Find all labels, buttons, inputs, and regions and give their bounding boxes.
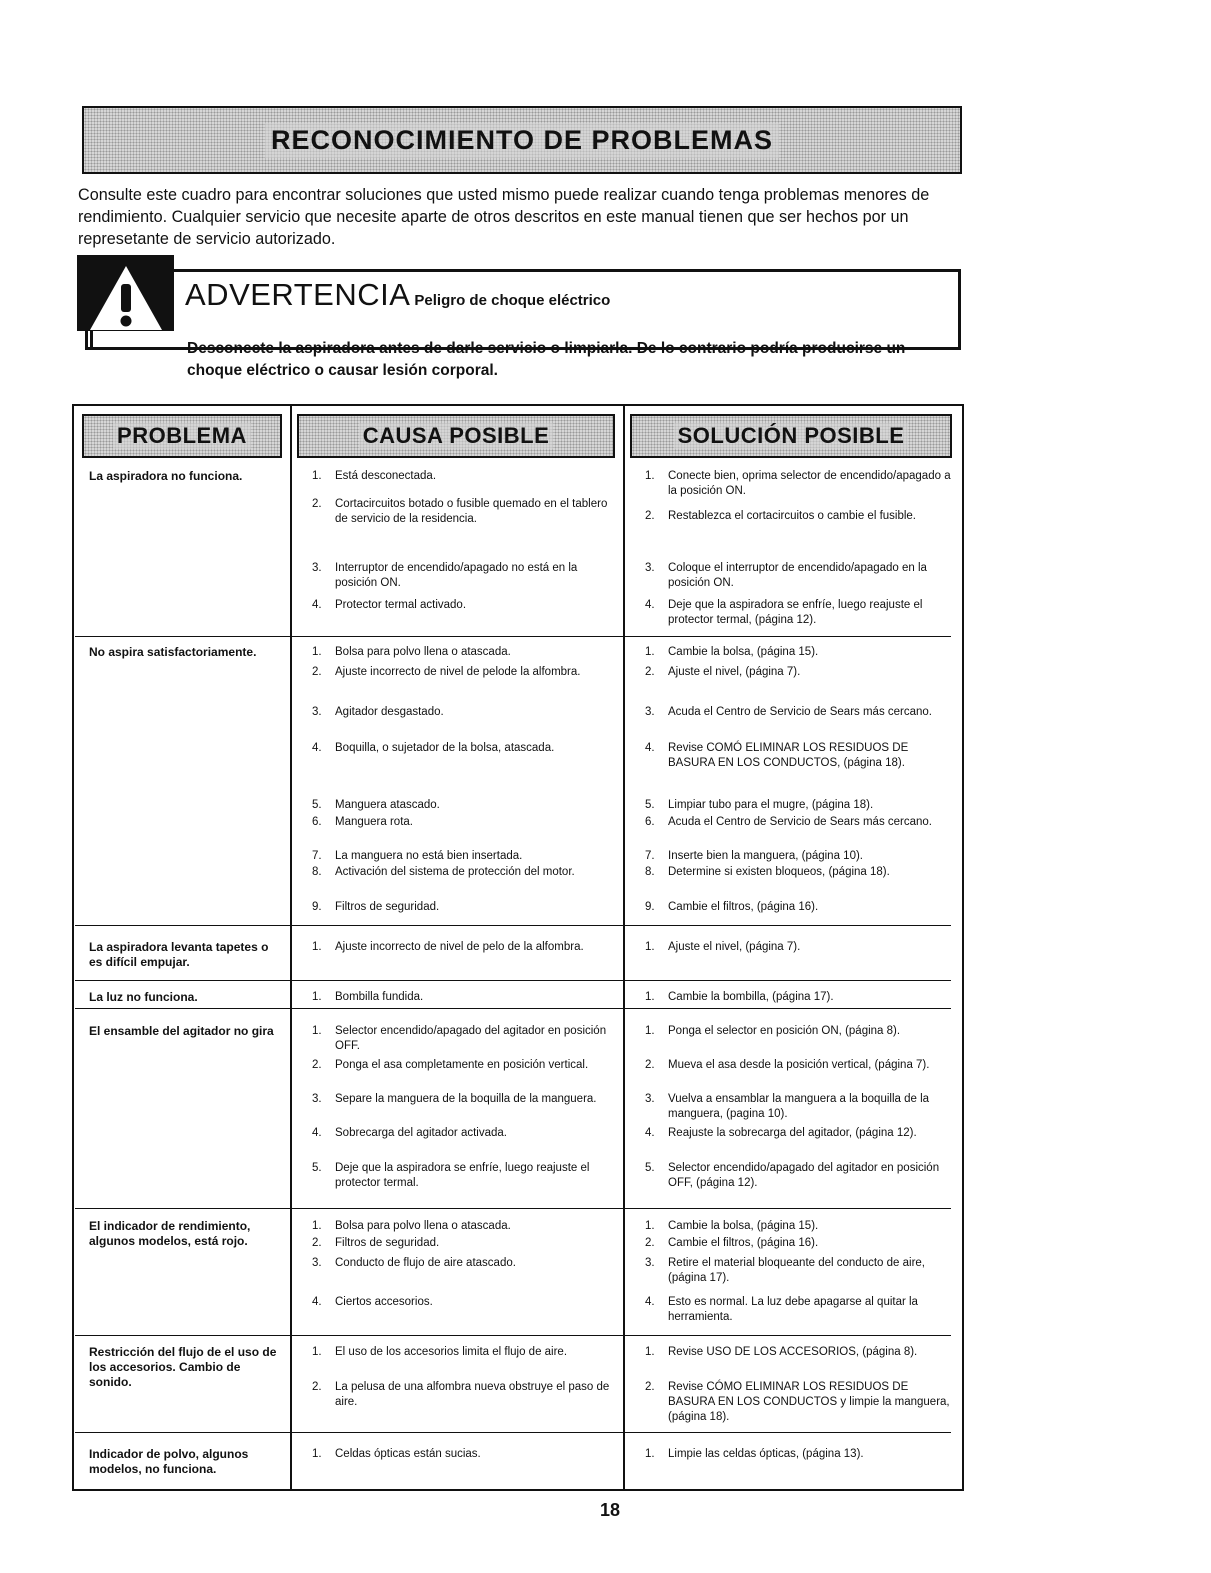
item-number: 8. — [312, 866, 322, 878]
item-text: Vuelva a ensamblar la manguera a la boquilla de la manguera, (pagina 10). — [668, 1093, 930, 1120]
item-text: La manguera no está bien insertada. — [335, 850, 523, 862]
item-number: 8. — [645, 866, 655, 878]
item-text: Esto es normal. La luz debe apagarse al quitar la herramienta. — [668, 1296, 918, 1323]
item-number: 1. — [645, 1025, 655, 1037]
row-separator — [75, 636, 951, 637]
item-number: 4. — [645, 1127, 655, 1139]
item-text: Retire el material bloqueante del conducto de aire, (página 17). — [668, 1257, 925, 1284]
item-text: Revise USO DE LOS ACCESORIOS, (página 8). — [668, 1346, 918, 1358]
item-text: Sobrecarga del agitador activada. — [335, 1127, 507, 1139]
item-text: Inserte bien la manguera, (página 10). — [668, 850, 863, 862]
item-number: 2. — [645, 510, 655, 522]
item-number: 9. — [312, 901, 322, 913]
item-number: 2. — [312, 1381, 322, 1393]
item-text: Interruptor de encendido/apagado no está en la posición ON. — [335, 562, 578, 589]
item-number: 2. — [645, 1237, 655, 1249]
header-problem — [82, 414, 282, 458]
item-number: 1. — [312, 646, 322, 658]
item-number: 3. — [312, 562, 322, 574]
item-text: Selector encendido/apagado del agitador en posición OFF, (página 12). — [668, 1162, 940, 1189]
item-text: Ajuste incorrecto de nivel de pelode la alfombra. — [335, 666, 581, 678]
page-number: 18 — [599, 1500, 621, 1520]
item-text: Reajuste la sobrecarga del agitador, (página 12). — [668, 1127, 917, 1139]
title-banner — [82, 106, 962, 174]
header-solution — [630, 414, 952, 458]
item-text: Deje que la aspiradora se enfríe, luego reajuste el protector termal, (página 12). — [668, 599, 923, 626]
item-text: Cortacircuitos botado o fusible quemado en el tablero de servicio de la residencia. — [335, 498, 608, 525]
warning-heading — [185, 277, 610, 313]
item-text: Selector encendido/apagado del agitador en posición OFF. — [335, 1025, 607, 1052]
item-text: Acuda el Centro de Servicio de Sears más cercano. — [668, 706, 932, 718]
intro-paragraph: Consulte este cuadro para encontrar soluciones que usted mismo puede realizar cuando tenga problemas menores de rendimiento. Cualquier servicio que necesite aparte de otros descritos en este manual tienen que ser hechos por un represetante de servicio autorizado. — [78, 186, 930, 248]
item-text: Cambie la bombilla, (página 17). — [668, 991, 834, 1003]
item-number: 2. — [312, 1237, 322, 1249]
item-text: Restablezca el cortacircuitos o cambie el fusible. — [668, 510, 917, 522]
item-text: Separe la manguera de la boquilla de la manguera. — [335, 1093, 597, 1105]
item-number: 4. — [312, 1127, 322, 1139]
page-title: RECONOCIMIENTO DE PROBLEMAS — [265, 123, 779, 158]
item-text: Cambie la bolsa, (página 15). — [668, 646, 819, 658]
item-number: 4. — [312, 599, 322, 611]
column-divider-2 — [623, 404, 625, 1490]
item-number: 1. — [645, 1220, 655, 1232]
column-divider-1 — [290, 404, 292, 1490]
item-text: Acuda el Centro de Servicio de Sears más cercano. — [668, 816, 932, 828]
header-cause-label: CAUSA POSIBLE — [359, 423, 554, 449]
item-number: 3. — [312, 1257, 322, 1269]
item-number: 2. — [645, 1059, 655, 1071]
item-number: 1. — [645, 941, 655, 953]
row-separator — [75, 925, 951, 926]
item-number: 1. — [312, 1220, 322, 1232]
item-number: 1. — [645, 991, 655, 1003]
item-text: Celdas ópticas están sucias. — [335, 1448, 481, 1460]
header-problem-label: PROBLEMA — [113, 423, 251, 449]
item-text: Deje que la aspiradora se enfríe, luego reajuste el protector termal. — [335, 1162, 590, 1189]
item-number: 1. — [312, 1346, 322, 1358]
item-text: Determine si existen bloqueos, (página 18). — [668, 866, 890, 878]
item-number: 4. — [645, 1296, 655, 1308]
item-text: Mueva el asa desde la posición vertical, (página 7). — [668, 1059, 930, 1071]
item-number: 1. — [312, 1025, 322, 1037]
problem-text: Indicador de polvo, algunos modelos, no funciona. — [89, 1447, 249, 1476]
item-number: 7. — [312, 850, 322, 862]
item-number: 2. — [312, 498, 322, 510]
header-solution-label: SOLUCIÓN POSIBLE — [674, 423, 909, 449]
item-number: 1. — [645, 646, 655, 658]
item-number: 3. — [645, 1257, 655, 1269]
item-number: 1. — [645, 470, 655, 482]
item-number: 1. — [645, 1448, 655, 1460]
item-text: Ajuste incorrecto de nivel de pelo de la alfombra. — [335, 941, 584, 953]
item-text: Boquilla, o sujetador de la bolsa, atascada. — [335, 742, 555, 754]
item-number: 3. — [312, 1093, 322, 1105]
item-text: Revise COMÓ ELIMINAR LOS RESIDUOS DE BASURA EN LOS CONDUCTOS, (página 18). — [668, 742, 909, 769]
item-text: Está desconectada. — [335, 470, 437, 482]
warning-triangle-icon — [86, 262, 166, 334]
item-text: Coloque el interruptor de encendido/apagado en la posición ON. — [668, 562, 927, 589]
problem-text: La aspiradora no funciona. — [89, 469, 243, 483]
item-text: Conducto de flujo de aire atascado. — [335, 1257, 516, 1269]
problem-text: No aspira satisfactoriamente. — [89, 645, 257, 659]
item-text: El uso de los accesorios limita el flujo de aire. — [335, 1346, 568, 1358]
warning-title: ADVERTENCIA — [185, 277, 411, 312]
header-cause — [297, 414, 615, 458]
problem-text: El ensamble del agitador no gira — [89, 1024, 274, 1038]
item-text: Ajuste el nivel, (página 7). — [668, 666, 801, 678]
item-number: 4. — [645, 599, 655, 611]
problem-text: La aspiradora levanta tapetes o es difícil empujar. — [89, 940, 269, 969]
item-number: 6. — [312, 816, 322, 828]
row-separator — [75, 1335, 951, 1336]
item-text: Agitador desgastado. — [335, 706, 444, 718]
item-number: 3. — [645, 562, 655, 574]
item-number: 1. — [645, 1346, 655, 1358]
item-text: Cambie el filtros, (página 16). — [668, 1237, 819, 1249]
item-number: 1. — [312, 991, 322, 1003]
item-text: Conecte bien, oprima selector de encendido/apagado a la posición ON. — [668, 470, 951, 497]
item-text: Ponga el selector en posición ON, (página 8). — [668, 1025, 901, 1037]
item-number: 6. — [645, 816, 655, 828]
item-text: Bolsa para polvo llena o atascada. — [335, 1220, 511, 1232]
row-separator — [75, 1432, 951, 1433]
item-number: 4. — [645, 742, 655, 754]
item-text: Cambie el filtros, (página 16). — [668, 901, 819, 913]
item-number: 3. — [645, 706, 655, 718]
item-number: 4. — [312, 742, 322, 754]
item-text: Bolsa para polvo llena o atascada. — [335, 646, 511, 658]
item-number: 1. — [312, 1448, 322, 1460]
item-text: La pelusa de una alfombra nueva obstruye el paso de aire. — [335, 1381, 610, 1408]
item-number: 5. — [312, 799, 322, 811]
item-number: 5. — [312, 1162, 322, 1174]
item-number: 2. — [645, 1381, 655, 1393]
item-number: 1. — [312, 941, 322, 953]
item-text: Filtros de seguridad. — [335, 1237, 440, 1249]
item-number: 9. — [645, 901, 655, 913]
item-number: 1. — [312, 470, 322, 482]
item-number: 7. — [645, 850, 655, 862]
item-text: Activación del sistema de protección del motor. — [335, 866, 575, 878]
row-separator — [75, 1208, 951, 1209]
item-text: Revise CÓMO ELIMINAR LOS RESIDUOS DE BASURA EN LOS CONDUCTOS y limpie la manguera, (página 18). — [668, 1381, 950, 1423]
item-text: Bombilla fundida. — [335, 991, 424, 1003]
warning-body: Desconecte la aspiradora antes de darle servicio o limpiarla. De lo contrario podría producirse un choque eléctrico o causar lesión corporal. — [187, 340, 906, 379]
row-separator — [75, 980, 951, 981]
item-number: 2. — [312, 666, 322, 678]
item-number: 5. — [645, 1162, 655, 1174]
item-number: 4. — [312, 1296, 322, 1308]
item-text: Manguera atascado. — [335, 799, 440, 811]
item-text: Protector termal activado. — [335, 599, 467, 611]
item-text: Limpie las celdas ópticas, (página 13). — [668, 1448, 864, 1460]
item-text: Ponga el asa completamente en posición vertical. — [335, 1059, 589, 1071]
item-text: Filtros de seguridad. — [335, 901, 440, 913]
item-number: 3. — [645, 1093, 655, 1105]
item-text: Manguera rota. — [335, 816, 413, 828]
item-text: Ajuste el nivel, (página 7). — [668, 941, 801, 953]
item-text: Ciertos accesorios. — [335, 1296, 433, 1308]
warning-subtitle: Peligro de choque eléctrico — [414, 292, 611, 309]
problem-text: La luz no funciona. — [89, 990, 198, 1004]
problem-text: Restricción del flujo de el uso de los accesorios. Cambio de sonido. — [89, 1345, 277, 1389]
item-number: 2. — [645, 666, 655, 678]
item-number: 2. — [312, 1059, 322, 1071]
problem-text: El indicador de rendimiento, algunos modelos, está rojo. — [89, 1219, 251, 1248]
item-number: 5. — [645, 799, 655, 811]
item-text: Limpiar tubo para el mugre, (página 18). — [668, 799, 874, 811]
item-number: 3. — [312, 706, 322, 718]
row-separator — [75, 1008, 951, 1009]
item-text: Cambie la bolsa, (página 15). — [668, 1220, 819, 1232]
